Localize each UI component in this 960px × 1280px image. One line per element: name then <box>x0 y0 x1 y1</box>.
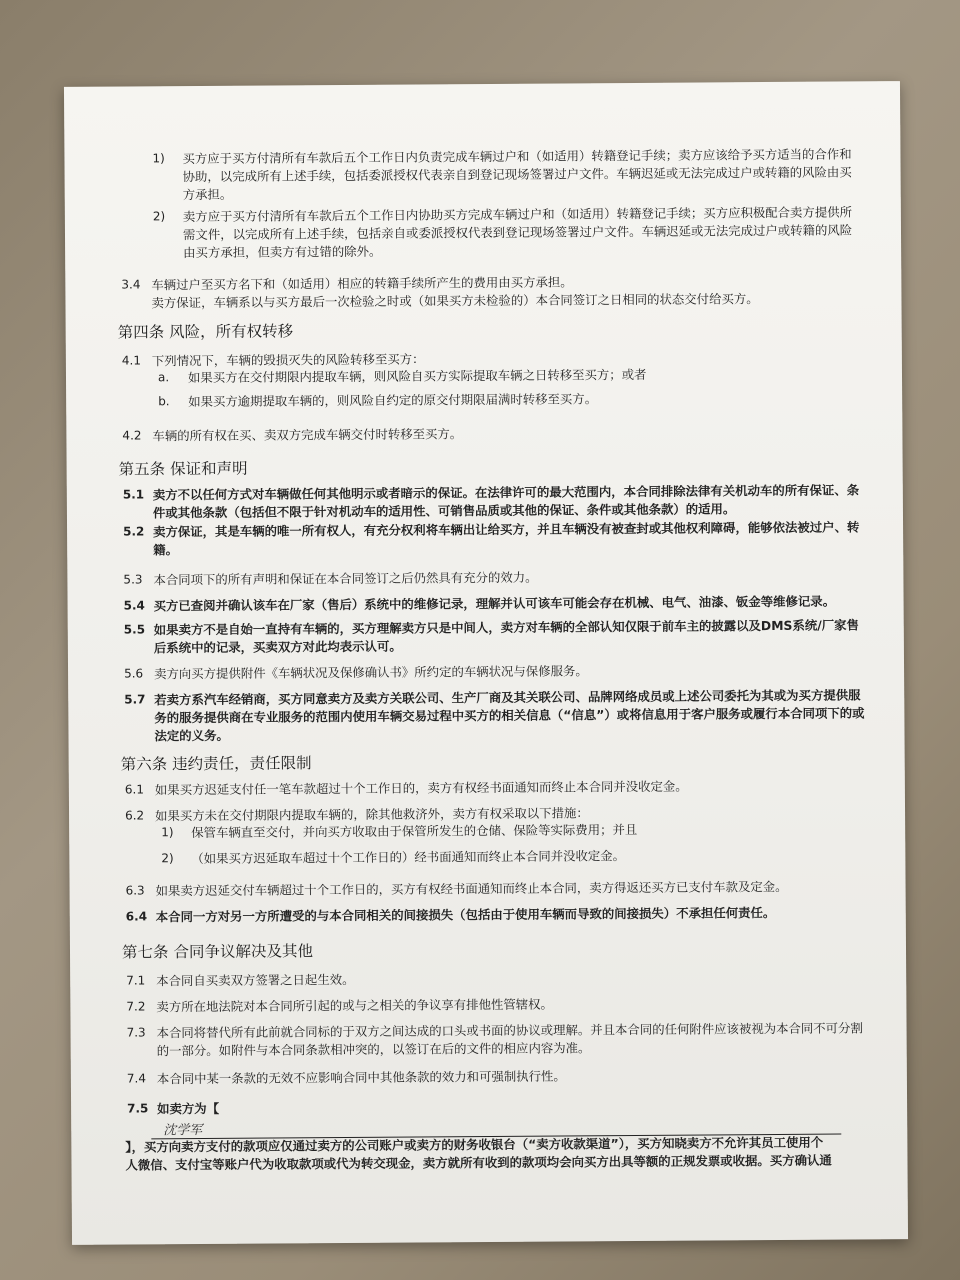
clause-text-line: 如果买方迟延支付任一笔车款超过十个工作日的，卖方有权经书面通知而终止本合同并没收定金。 <box>154 778 688 798</box>
clause-number: 3.4 <box>121 277 141 292</box>
clause-number: 5.6 <box>124 666 144 681</box>
clause-text-line: 车辆的所有权在买、卖双方完成车辆交付时转移至买方。 <box>152 426 463 444</box>
clause-text-line: 买方应于买方付清所有车款后五个工作日内负责完成车辆过户和（如适用）转籍登记手续；卖方应该给予买方适当的合作和 <box>182 146 852 167</box>
section-heading: 第四条 风险，所有权转移 <box>117 322 294 342</box>
clause-text-line: 如果卖方不是自始一直持有车辆的，买方理解卖方只是中间人，卖方对车辆的全部认知仅限于前车主的披露以及DMS系统/厂家售 <box>153 617 859 638</box>
contract-page <box>64 81 908 1245</box>
clause-text-line: 的一部分。如附件与本合同条款相冲突的，以签订在后的文件的相应内容为准。 <box>156 1040 591 1059</box>
clause-number: 7.2 <box>126 999 146 1014</box>
clause-text-line: 如卖方为【 <box>157 1100 220 1117</box>
clause-number: 2) <box>152 209 166 224</box>
clause-text-line: 如果卖方迟延交付车辆超过十个工作日的，买方有权经书面通知而终止本合同，卖方得返还买方已支付车款及定金。 <box>155 878 788 899</box>
clause-text-line: （如果买方迟延取车超过十个工作日的）经书面通知而终止本合同并没收定金。 <box>191 848 626 867</box>
clause-number: 5.5 <box>123 622 146 637</box>
clause-text-line: 下列情况下，车辆的毁损灭失的风险转移至买方： <box>151 351 425 369</box>
clause-number: 7.1 <box>126 973 146 988</box>
clause-number: 5.7 <box>124 692 146 707</box>
section-heading: 第七条 合同争议解决及其他 <box>121 942 314 962</box>
clause-text-line: 务的服务提供商在专业服务的范围内使用车辆交易过程中买方的相关信息（“信息”）或将信息用于客户服务或履行本合同项下的或 <box>154 705 865 726</box>
clause-text-line: 后系统中的记录，买卖双方对此均表示认可。 <box>153 638 402 656</box>
clause-text-line: 本合同自买卖双方签署之日起生效。 <box>156 971 355 989</box>
clause-number: 6.4 <box>125 909 148 924</box>
clause-text-line: 需文件，以完成所有上述手续，包括亲自或委派授权代表到登记现场签署过户文件。车辆迟延或无法完成过户或转籍的风险 <box>182 222 853 243</box>
clause-number: 6.3 <box>125 883 145 898</box>
clause-number: 6.1 <box>124 782 145 797</box>
clause-number: 5.4 <box>123 598 145 613</box>
clause-number: 7.3 <box>126 1025 146 1040</box>
clause-text-line: 方承担。 <box>182 186 233 203</box>
clause-text-line: 卖方向买方提供附件《车辆状况及保修确认书》所约定的车辆状况与保修服务。 <box>154 663 588 682</box>
clause-text-line: 卖方保证，车辆系以与买方最后一次检验之时或（如果买方未检验的）本合同签订之日相同的状态交付给买方。 <box>151 291 759 311</box>
clause-text-line: 本合同一方对另一方所遭受的与本合同相关的间接损失（包括由于使用车辆而导致的间接损失）不承担任何责任。 <box>155 904 776 925</box>
clause-number: 4.2 <box>122 428 142 443</box>
clause-text-line: 】，买方向卖方支付的款项应仅通过卖方的公司账户或卖方的财务收银台（“卖方收款渠道”），买方知晓卖方不允许其员工使用个 <box>125 1134 824 1155</box>
section-heading: 第五条 保证和声明 <box>118 459 248 479</box>
clause-text-line: 卖方所在地法院对本合同所引起的或与之相关的争议享有排他性管辖权。 <box>156 996 553 1015</box>
clause-text-line: 法定的义务。 <box>154 727 229 744</box>
clause-text-line: 人微信、支付宝等账户代为收取款项或代为转交现金，卖方就所有收到的款项均会向买方出具等额的正规发票或收据。买方确认通 <box>125 1152 832 1173</box>
clause-text-line: 件或其他条款（包括但不限于针对机动车的适用性、可销售品质或其他的保证、条件或其他条款）的适用。 <box>152 501 736 521</box>
clause-text-line: 本合同将替代所有此前就合同标的于双方之间达成的口头或书面的协议或理解。并且本合同的任何附件应该被视为本合同不可分割 <box>156 1020 863 1041</box>
clause-number: 5.1 <box>122 487 145 502</box>
clause-text-line: 如果买方未在交付期限内提取车辆的，除其他救济外，卖方有权采取以下措施： <box>155 805 589 824</box>
clause-number: 4.1 <box>121 353 142 368</box>
clause-number: 6.2 <box>125 808 145 823</box>
handwritten-name: 沈学军 <box>163 1122 203 1139</box>
clause-text-line: 由买方承担，但卖方有过错的除外。 <box>183 243 382 261</box>
clause-number: 1) <box>161 825 174 840</box>
clause-text-line: 卖方保证，其是车辆的唯一所有权人，有充分权利将车辆出让给买方，并且车辆没有被查封或其他权利障碍，能够依法被过户、转 <box>153 519 860 540</box>
clause-number: b. <box>158 394 170 409</box>
clause-number: 5.2 <box>123 524 145 539</box>
section-heading: 第六条 违约责任，责任限制 <box>120 754 312 774</box>
clause-number: 1) <box>152 151 165 166</box>
clause-text-line: 如果买方在交付期限内提取车辆，则风险自买方实际提取车辆之日转移至买方；或者 <box>187 366 647 386</box>
clause-text-line: 保管车辆直至交付，并向买方收取由于保管所发生的仓储、保险等实际费用；并且 <box>191 821 638 841</box>
clause-text-line: 若卖方系汽车经销商，买方同意卖方及卖方关联公司、生产厂商及其关联公司、品牌网络成员或上述公司委托为其或为买方提供服 <box>154 687 861 708</box>
clause-text-line: 卖方应于买方付清所有车款后五个工作日内协助买方完成车辆过户和（如适用）转籍登记手续；买方应积极配合卖方提供所 <box>182 204 853 225</box>
clause-text-line: 本合同中某一条款的无效不应影响合同中其他条款的效力和可强制执行性。 <box>156 1068 566 1087</box>
clause-text-line: 车辆过户至买方名下和（如适用）相应的转籍手续所产生的费用由买方承担。 <box>151 274 573 293</box>
clause-text-line: 如果买方逾期提取车辆的，则风险自约定的原交付期限届满时转移至买方。 <box>188 391 598 410</box>
clause-number: 5.3 <box>123 572 143 587</box>
clause-number: a. <box>157 370 170 385</box>
clause-number: 2) <box>161 851 174 866</box>
clause-number: 7.5 <box>127 1101 149 1116</box>
clause-text-line: 协助，以完成所有上述手续，包括委派授权代表亲自到登记现场签署过户文件。车辆迟延或无法完成过户或转籍的风险由买 <box>182 164 852 185</box>
clause-text-line: 卖方不以任何方式对车辆做任何其他明示或者暗示的保证。在法律许可的最大范围内，本合同排除法律有关机动车的所有保证、条 <box>152 482 860 503</box>
clause-number: 7.4 <box>126 1071 147 1086</box>
clause-text-line: 买方已查阅并确认该车在厂家（售后）系统中的维修记录，理解并认可该车可能会存在机械、电气、油漆、钣金等维修记录。 <box>153 593 836 614</box>
clause-text-line: 本合同项下的所有声明和保证在本合同签订之后仍然具有充分的效力。 <box>153 569 538 588</box>
clause-text-line: 籍。 <box>153 542 179 558</box>
